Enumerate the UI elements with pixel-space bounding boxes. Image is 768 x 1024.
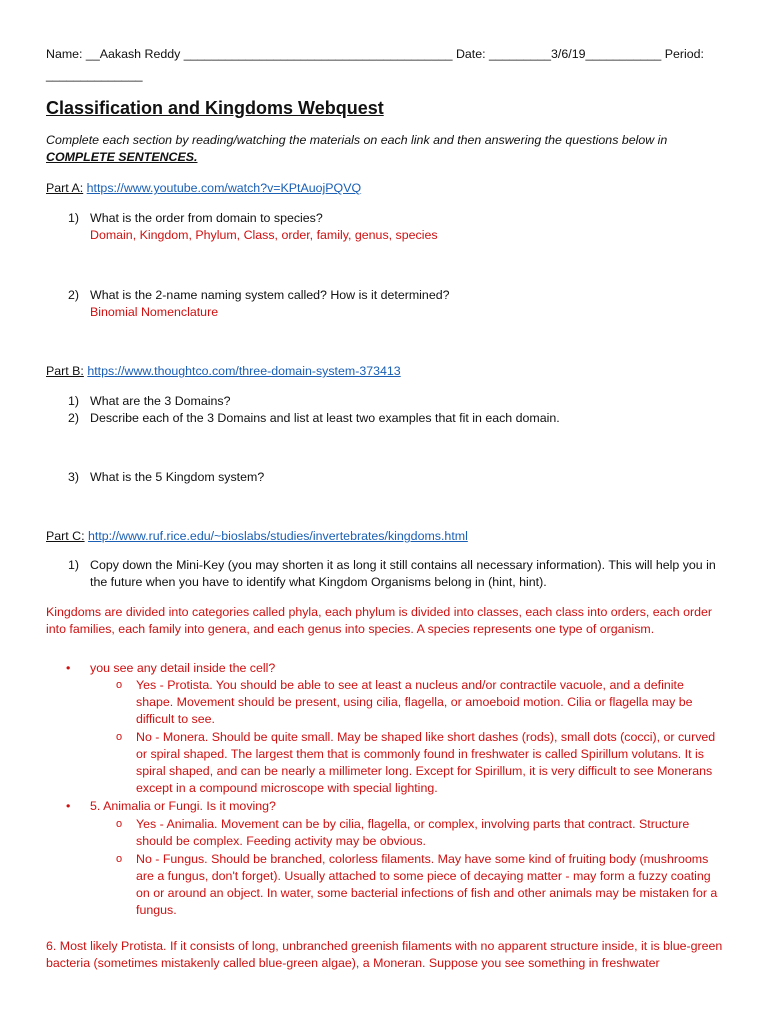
part-a-heading [46, 180, 728, 197]
sub-bullet-glyph: o [116, 679, 123, 691]
part-b-question-3 [68, 469, 728, 486]
question-text: What is the 2-name naming system called? How is it determined? [90, 288, 450, 302]
answer-text: Binomial Nomenclature [90, 305, 219, 319]
question-number: 1) [68, 558, 80, 572]
sub-bullet-text: Yes - Animalia. Movement can be by cilia, flagella, or complex, involving parts that contract. Structure should be complex. Feeding activity may be obvious. [136, 817, 690, 848]
answer-sub-3 [116, 816, 722, 850]
answer-intro: Kingdoms are divided into categories called phyla, each phylum is divided into classes, each class into orders, each order into families, each family into genera, and each genus into species. A species represents one type of organism. [46, 605, 713, 636]
sub-bullet-text: Yes - Protista. You should be able to see at least a nucleus and/or contractile vacuole, and a definite shape. Movement should be present, using cilia, flagella, or amoeboid motion. Cilia or flagella may be difficult to see. [136, 678, 693, 726]
question-text: What are the 3 Domains? [90, 394, 231, 408]
answer-paragraph-6: 6. Most likely Protista. If it consists of long, unbranched greenish filaments with no apparent structure inside, it is blue-green bacteria (sometimes mistakenly called blue-green algae), a Moneran. Suppose you see something in freshwater [46, 939, 723, 970]
instructions [46, 132, 728, 166]
header-line-2: ______________ [46, 68, 143, 82]
part-b-heading [46, 363, 728, 380]
answer-bullet-2 [66, 798, 728, 815]
sub-bullet-text: No - Fungus. Should be branched, colorless filaments. May have some kind of fruiting body (mushrooms are a fungus, don't forget). Usually attached to some piece of decaying matter - may form a fuzzy coating on or around an object. In water, some bacterial infections of fish and other animals may be mistaken for a fungus. [136, 852, 718, 917]
bullet-glyph: • [66, 661, 71, 675]
answer-text: Domain, Kingdom, Phylum, Class, order, family, genus, species [90, 228, 438, 242]
question-number: 1) [68, 394, 80, 408]
header-line-1: Name: __Aakash Reddy _______________________________________ Date: _________3/6/19___________ Period: [46, 47, 704, 61]
part-b-link[interactable]: https://www.thoughtco.com/three-domain-system-373413 [87, 364, 401, 378]
instructions-emphasis: COMPLETE SENTENCES. [46, 150, 198, 164]
sub-bullet-glyph: o [116, 853, 123, 865]
part-a-question-2 [68, 287, 728, 321]
question-text: What is the order from domain to species? [90, 211, 323, 225]
bullet-text: you see any detail inside the cell? [90, 661, 276, 675]
part-b-question-1 [68, 393, 728, 410]
instructions-text: Complete each section by reading/watching the materials on each link and then answering the questions below in [46, 133, 668, 147]
sub-bullet-glyph: o [116, 818, 123, 830]
part-b-question-2 [68, 410, 728, 427]
question-text: Describe each of the 3 Domains and list at least two examples that fit in each domain. [90, 411, 560, 425]
part-c-label: Part C: [46, 529, 85, 543]
sub-bullet-text: No - Monera. Should be quite small. May be shaped like short dashes (rods), small dots (cocci), or curved or spiral shaped. The largest them that is commonly found in freshwater is called Spirillum volutans. It is spiral shaped, and can be nearly a millimeter long. Except for Spirillum, it is very difficult to see Monerans except in a compound microscope with special lighting. [136, 730, 716, 795]
bullet-text: 5. Animalia or Fungi. Is it moving? [90, 799, 276, 813]
page-title: Classification and Kingdoms Webquest [46, 98, 384, 118]
part-c-heading [46, 528, 728, 545]
part-c-link[interactable]: http://www.ruf.rice.edu/~bioslabs/studies/invertebrates/kingdoms.html [88, 529, 468, 543]
answer-sub-1 [116, 677, 722, 728]
question-number: 1) [68, 211, 80, 225]
part-b-label: Part B: [46, 364, 84, 378]
part-c-question-1 [68, 557, 728, 591]
question-text: Copy down the Mini-Key (you may shorten it as long it still contains all necessary information). This will help you in the future when you have to identify what Kingdom Organisms belong in (hint, hint). [90, 558, 716, 589]
part-a-link[interactable]: https://www.youtube.com/watch?v=KPtAuojPQVQ [86, 181, 362, 195]
part-a-label: Part A: [46, 181, 84, 195]
question-number: 2) [68, 288, 80, 302]
bullet-glyph: • [66, 799, 71, 813]
answer-sub-2 [116, 729, 722, 797]
question-number: 2) [68, 411, 80, 425]
answer-sub-4 [116, 851, 722, 919]
answer-bullet-1 [66, 660, 728, 677]
part-a-question-1 [68, 210, 728, 244]
question-number: 3) [68, 470, 80, 484]
sub-bullet-glyph: o [116, 731, 123, 743]
question-text: What is the 5 Kingdom system? [90, 470, 265, 484]
